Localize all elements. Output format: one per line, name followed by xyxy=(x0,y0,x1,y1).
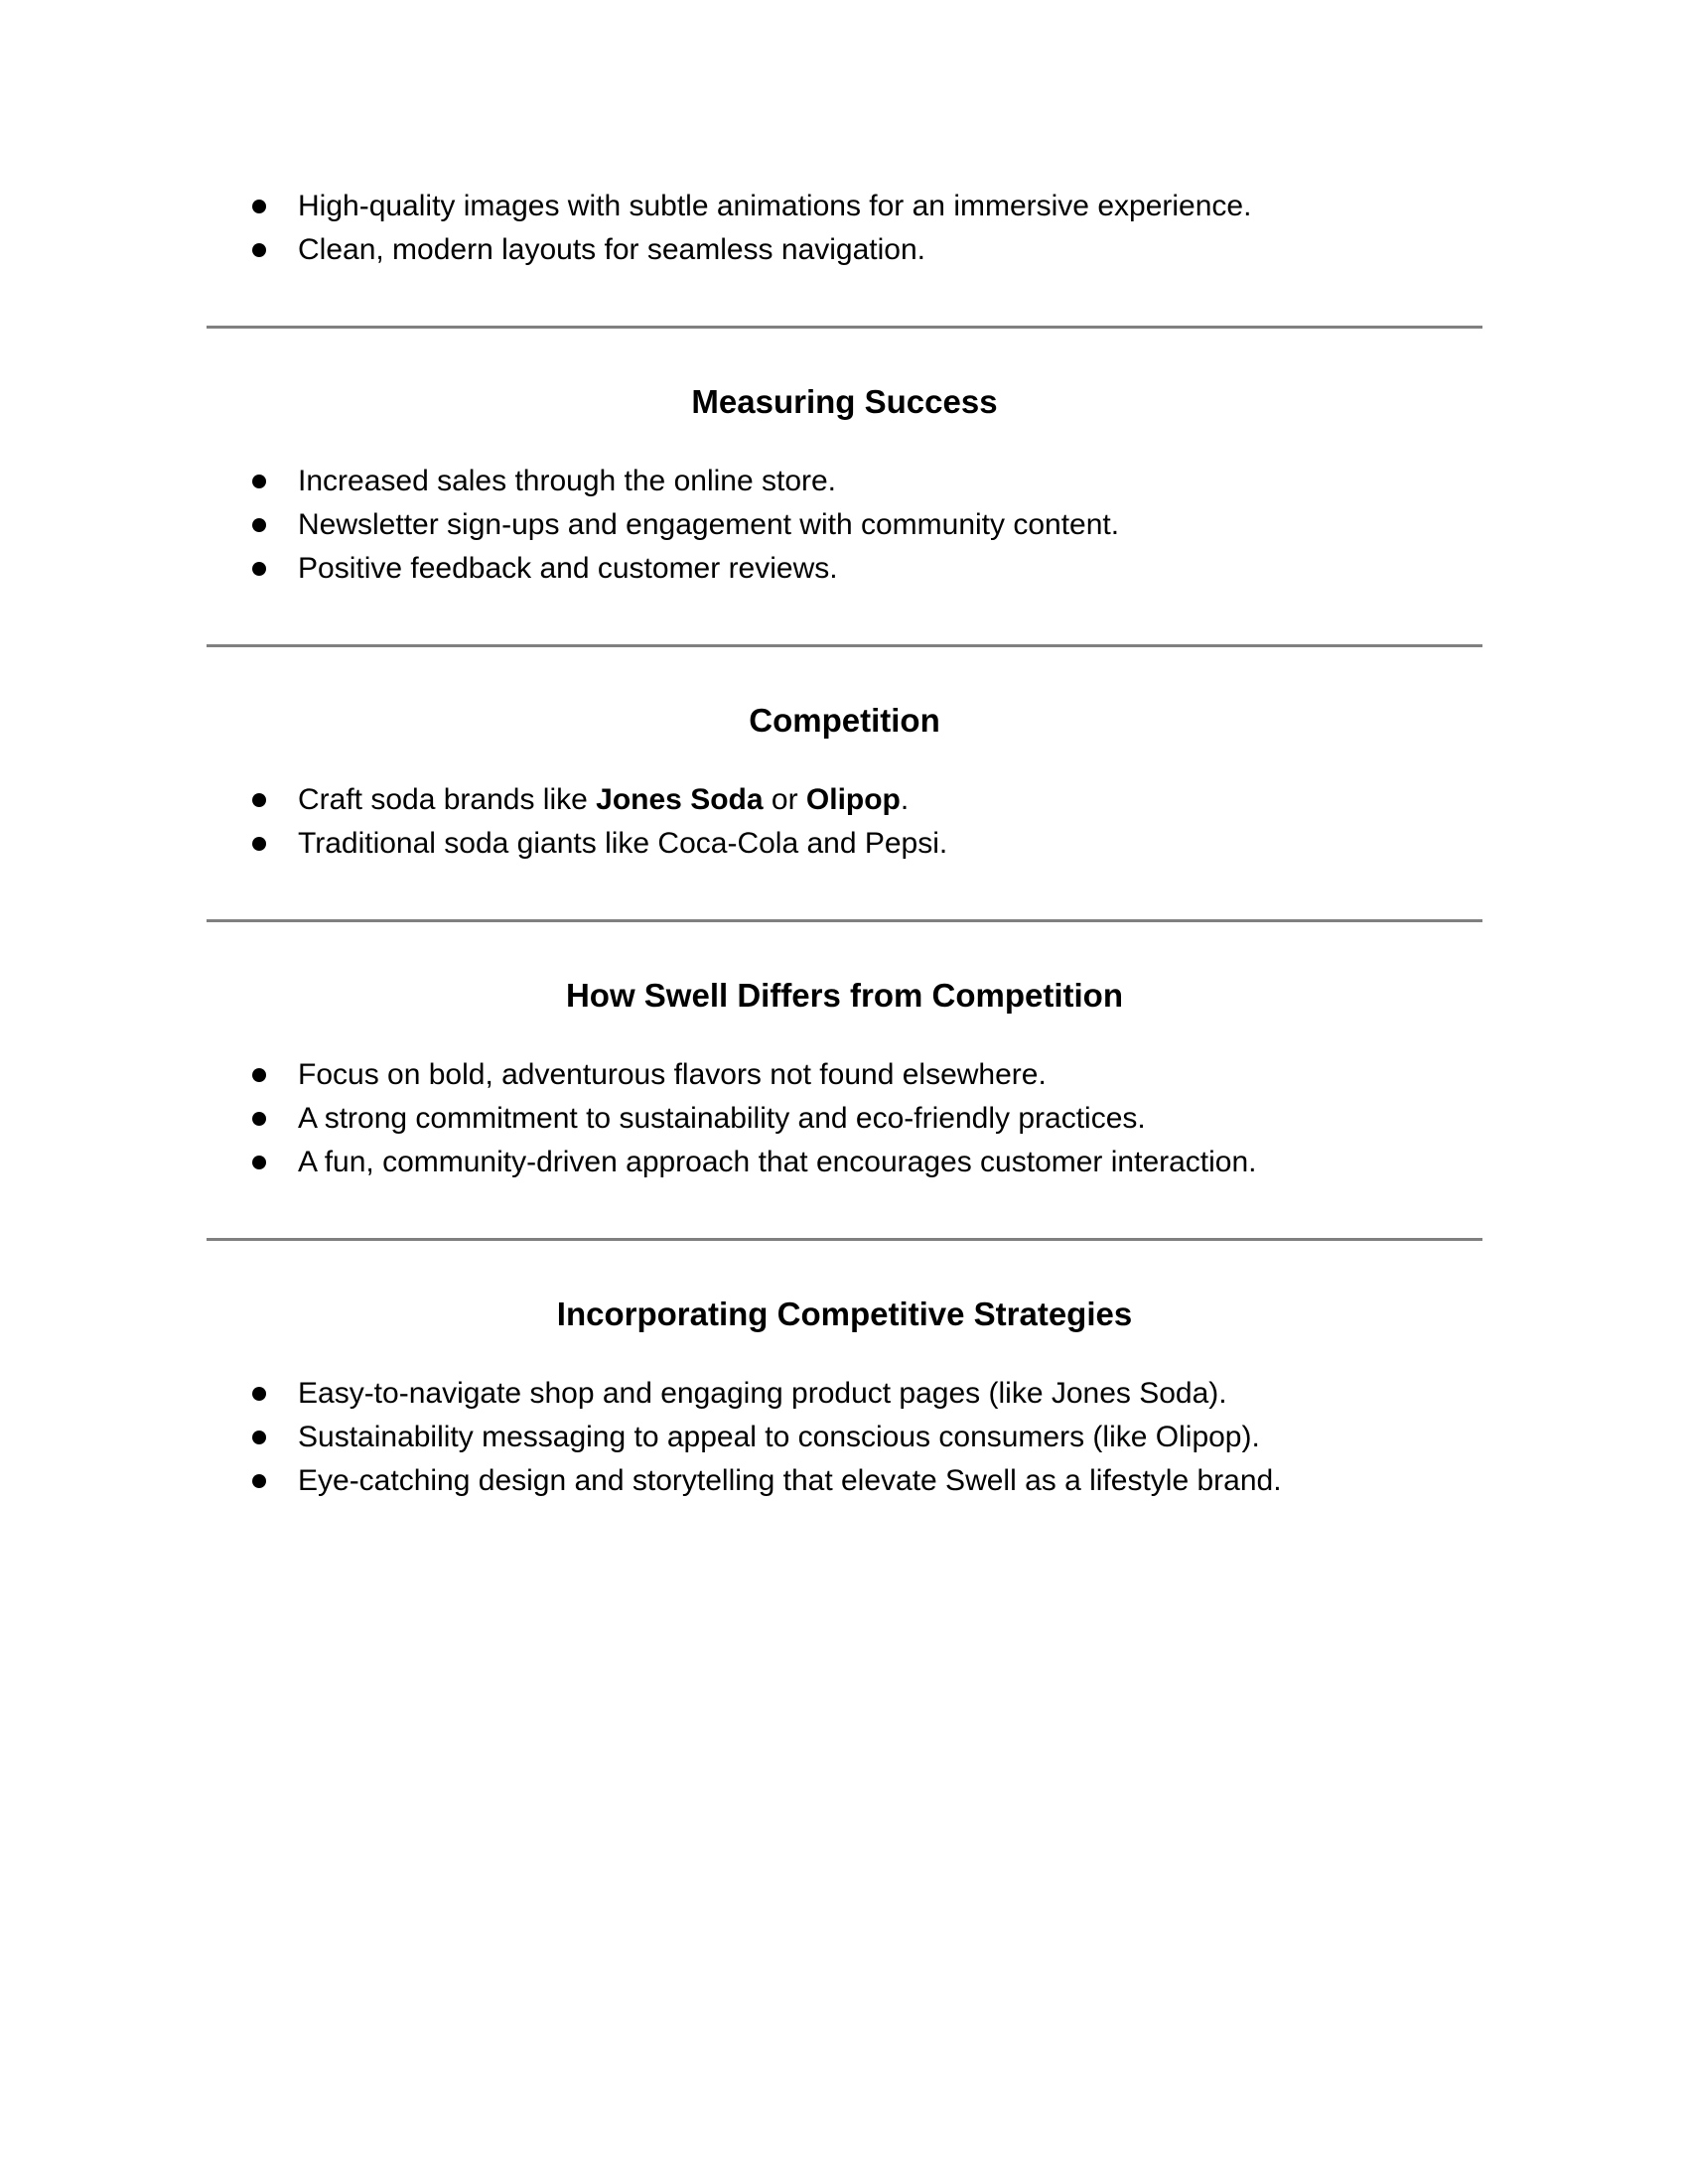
bullet-icon xyxy=(252,1387,266,1401)
bullet-icon xyxy=(252,518,266,532)
list-item: Traditional soda giants like Coca-Cola and Pepsi. xyxy=(207,822,1482,866)
differs-list xyxy=(207,1053,1482,1184)
bullet-icon xyxy=(252,1431,266,1444)
list-item: Focus on bold, adventurous flavors not found elsewhere. xyxy=(207,1053,1482,1097)
bullet-icon xyxy=(252,837,266,851)
brand-olipop: Olipop xyxy=(805,783,901,816)
document-page xyxy=(207,185,1482,1503)
section-title-measuring-success: Measuring Success xyxy=(691,383,998,420)
list-item: Increased sales through the online store. xyxy=(207,460,1482,503)
bullet-icon xyxy=(252,1474,266,1488)
bullet-icon xyxy=(252,562,266,576)
brand-jones-soda: Jones Soda xyxy=(596,783,764,816)
bullet-icon xyxy=(252,200,266,213)
section-title-competition: Competition xyxy=(749,702,940,739)
list-item: Easy-to-navigate shop and engaging product pages (like Jones Soda). xyxy=(207,1372,1482,1416)
list-item: A strong commitment to sustainability and eco-friendly practices. xyxy=(207,1097,1482,1141)
section-title-differs: How Swell Differs from Competition xyxy=(565,977,1124,1014)
list-item: Newsletter sign-ups and engagement with community content. xyxy=(207,503,1482,547)
list-item: Eye-catching design and storytelling that elevate Swell as a lifestyle brand. xyxy=(207,1459,1482,1503)
bullet-icon xyxy=(252,1112,266,1126)
competition-list xyxy=(207,778,1482,866)
list-item: High-quality images with subtle animations for an immersive experience. xyxy=(207,185,1482,228)
bullet-icon xyxy=(252,475,266,488)
list-item: Sustainability messaging to appeal to conscious consumers (like Olipop). xyxy=(207,1416,1482,1459)
bullet-icon xyxy=(252,243,266,257)
list-item: Craft soda brands like Jones Soda or Olipop. xyxy=(207,778,1482,822)
bullet-icon xyxy=(252,1068,266,1082)
list-item: A fun, community-driven approach that encourages customer interaction. xyxy=(207,1141,1482,1184)
section-title-strategies: Incorporating Competitive Strategies xyxy=(556,1296,1133,1332)
intro-list xyxy=(207,185,1482,272)
strategies-list xyxy=(207,1372,1482,1503)
bullet-icon xyxy=(252,793,266,807)
list-item: Clean, modern layouts for seamless navigation. xyxy=(207,228,1482,272)
measuring-success-list xyxy=(207,460,1482,591)
list-item: Positive feedback and customer reviews. xyxy=(207,547,1482,591)
bullet-icon xyxy=(252,1156,266,1169)
